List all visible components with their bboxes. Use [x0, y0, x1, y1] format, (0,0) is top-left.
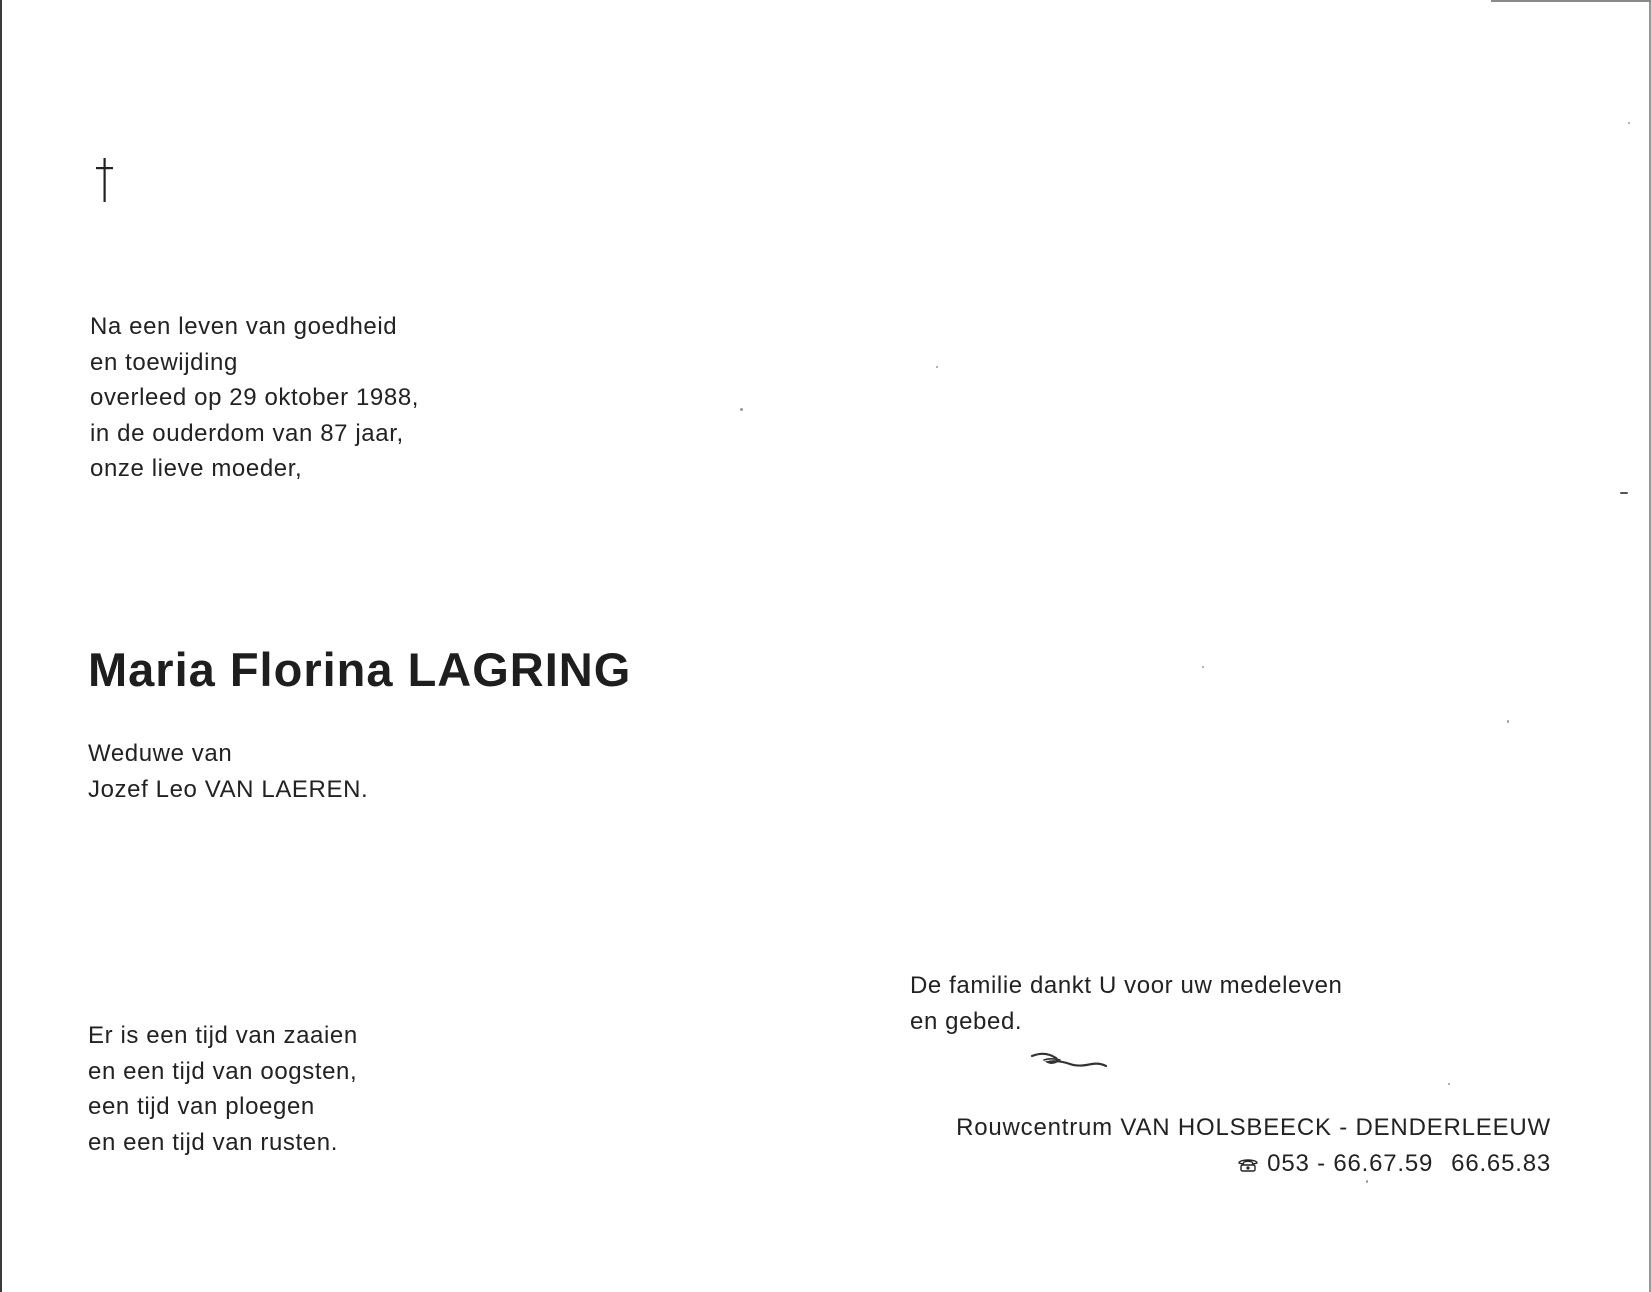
intro-line: Na een leven van goedheid: [90, 313, 398, 340]
intro-line: en toewijding: [90, 348, 238, 376]
scan-speck: [1628, 122, 1630, 124]
verse-line: Er is een tijd van zaaien: [88, 1022, 358, 1049]
verse-line: en een tijd van rusten.: [88, 1128, 338, 1156]
intro-paragraph: [90, 309, 419, 487]
undertaker-name: Rouwcentrum VAN HOLSBEECK - DENDERLEEUW: [956, 1114, 1551, 1141]
thanks-line: De familie dankt U voor uw medeleven: [910, 972, 1343, 999]
telephone-icon: [1237, 1157, 1259, 1173]
top-page-edge: [1491, 0, 1651, 2]
intro-line: onze lieve moeder,: [90, 455, 303, 482]
phone-primary: 053 - 66.67.59: [1267, 1150, 1434, 1177]
undertaker-info: [956, 1110, 1551, 1182]
scan-speck: [1366, 1180, 1368, 1183]
intro-line: in de ouderdom van 87 jaar,: [90, 419, 404, 447]
verse-line: en een tijd van oogsten,: [88, 1057, 358, 1085]
phone-secondary: 66.65.83: [1451, 1150, 1551, 1177]
left-page-edge: [0, 0, 2, 1292]
scan-speck: [740, 408, 743, 411]
signature-mark: [1030, 1050, 1108, 1074]
spouse-line: Jozef Leo VAN LAEREN.: [88, 775, 369, 803]
intro-line: overleed op 29 oktober 1988,: [90, 384, 420, 411]
thanks-paragraph: [910, 968, 1342, 1039]
spouse-line: Weduwe van: [88, 740, 233, 767]
deceased-name: Maria Florina LAGRING: [88, 643, 632, 696]
verse-line: een tijd van ploegen: [88, 1093, 315, 1120]
thanks-line: en gebed.: [910, 1007, 1023, 1035]
scan-speck: [1507, 720, 1509, 723]
scan-speck: [1620, 492, 1628, 494]
cross-icon: [94, 158, 116, 202]
scan-speck: [1202, 666, 1204, 668]
scan-speck: [1448, 1083, 1450, 1085]
undertaker-phone-row: [956, 1146, 1551, 1182]
spouse-paragraph: [88, 736, 368, 807]
scan-speck: [936, 366, 938, 368]
verse-paragraph: [88, 1018, 358, 1160]
